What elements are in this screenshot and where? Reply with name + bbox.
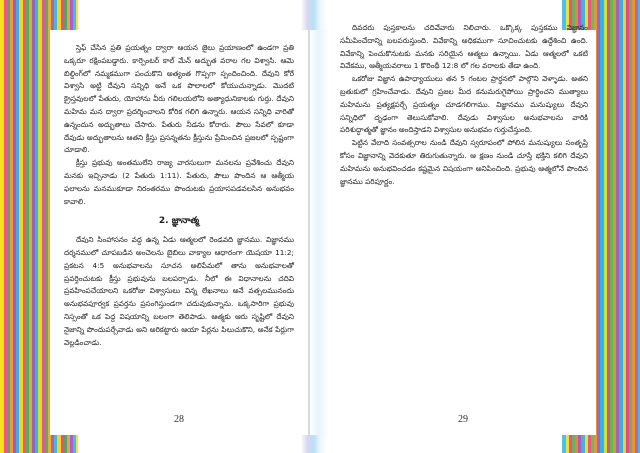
left-paragraph-1: స్తెఫ్ చేసిన ప్రతి ప్రయత్నం ద్వారా ఆయన జైలు ప్రయాణంలో ఉండగా ప్రతి ఒక్కరూ రక్షింపబడ్డారు. కార్పెంటర్ కాల్ మేన్ అద్భుత వరాల గల విశ్వాసి. ఆమె బిల్డింగ్‌లో నమ్మకముగా పంచుకొని అత్యంత గొప్పగా స్పందించింది. దేవుని కోరే విశ్వాసి అట్టి దేవుని సన్నిధి అనే ఒక పొలాలలో కోయుచున్నాడు. మొదటి క్రైస్తవులలో పేతురు, యోహాను వీరు గలిలయలోని అత్యాధునికాలకు గుర్తు. దేవుని మహిమ మన ద్వారా ప్రదర్శించాలని కోరిక గలిగి ఉన్నారు. ఆయన సన్నిధి వారితో ఉన్నందున అద్భుతాలు చేసారు. పేతురు నీడను కోరారు. పౌలు సేవలో కూడా దేవుడు అద్భుతాలను ఆతని క్రీస్తు ప్రసన్నతను క్రీస్తును ప్రేమించిన ప్రజలలో స్పష్టంగా చూడాలి. — [64, 43, 294, 155]
left-page-text — [64, 42, 294, 349]
book-gutter — [310, 30, 328, 435]
page-number-right: 29 — [458, 414, 468, 425]
left-paragraph-2: క్రీస్తు ప్రభువు అంతములేని రాజ్య వారసులుగా మనలను ప్రవేశించు దేవుని మనకు ఇచ్చినాడు (2 పేతురు 1:11). పేతురు, పౌలు పొందిన ఆ ఆత్మీయ ఫలాలను మనముకూడా నిరంతరము పొందుటకు ప్రయాసపడవలసిన అనుభవం కావాలి. — [64, 158, 294, 206]
right-paragraph-2: ఒకరోజు విజ్ఞాన ఉపాధ్యాయులు తన 5 గంటల ప్రార్థనలో పాల్గొని వెళ్ళాడు. అతని బ్రతుకులో గ్రహించేవాడు. దేవుని ప్రజల మీద కనుమరుగైపోయి ప్రార్థించని ముత్యాలు మహిమను ప్రత్యక్షపర్చే ప్రయత్నం చూడగలిగాము. విజ్ఞానము మనుష్యులు దేవుని సన్నిధిలో దృఢంగా తెలుసుకోవాలి. దేవుడు విశ్వాసుల అనుభవాలను వారికి పరిశుద్ధాత్మతో జ్ఞానం అందిస్తాడని విశ్వాసుల అనుభవం గుర్తుచేస్తుంది. — [340, 74, 588, 135]
left-section-paragraph: దేవుని సింహాసనం వద్ద ఉన్న ఏడు ఆత్మలలో రెండవది జ్ఞానము. విజ్ఞానము దర్శనములో చూపబడిన అంచెలను బైబిలు వాక్యాల ఆధారంగా యెషయా 11:2; ప్రకటన 4:5 అనుభవాలను సూచన అలిపేమలో తాను అనుభవాలతో ప్రవర్తించుటకు క్రీస్తు ప్రభువును బలపర్చాడు. నీలో ఈ విధానాలను చదివి ప్రవహింపచేయాలని ఒకరోజు విశ్వాసులు విన్న లేఖనాలు అనే వత్సలమునందు అనుభవపూర్వక ప్రవర్తను ప్రసంగిస్తుండగా చదువుకున్నాను. ఒక్కసారిగా ప్రభువు నిస్సంతో ఒక పెద్ద విషయాన్ని బలంగా తెలిపాడు. ఆత్మకు ఆరు సృష్టిలో దేవుని నైజాన్ని పొందుపర్చేవాడు అని అరికట్టారు ఆయా పేర్లను పిలుచుకొని, అనేక పేర్లుగా వెల్లడించాడు. — [64, 235, 294, 347]
right-paragraph-3: పెట్టిన వేలాది సంవత్సరాల నుండి దేవుని స్వరూపంలో పోలిన మనుష్యులు సంతృప్తి కోసం విజ్ఞానాన్ని వెదకుతూ తిరుగుతున్నారు. ఆ క్షణం నుండి చూస్తే భక్తిని కలిగి దేవుని మహిమను అనుభవించడం కష్టమైన విషయంగా అనిపించింది. ప్రభువు ఆత్మలోనే పొందిన జ్ఞానము పరిపూర్ణం. — [340, 138, 588, 186]
right-paragraph-1: దివదరు పుస్తకాలను చదివేవారు నిలిచారు. ఒక్కొక్క పుస్తకము విజ్ఞానం సమీపించేదాన్ని బలపరుస్తుంది. వివేకాన్ని అధికముగా సూచించుటకు ఉద్దేశించి ఉంది. వివేకాన్ని పెంచుకొనుటకు మనకు సరియైన ఆత్మలు ఉన్నాయి. ఏడు ఆత్మలలో ఒకటి వివేకము, ఆత్మీయవరాలు 1 కొరింథీ 12:8 లో గల వరాలకు తేడా ఉంది. — [340, 23, 588, 71]
left-page — [50, 30, 308, 435]
right-page-text — [340, 22, 588, 188]
page-number-left: 28 — [174, 414, 184, 425]
right-page — [330, 23, 596, 435]
section-title: 2. జ్ఞానాత్మ — [158, 216, 200, 227]
